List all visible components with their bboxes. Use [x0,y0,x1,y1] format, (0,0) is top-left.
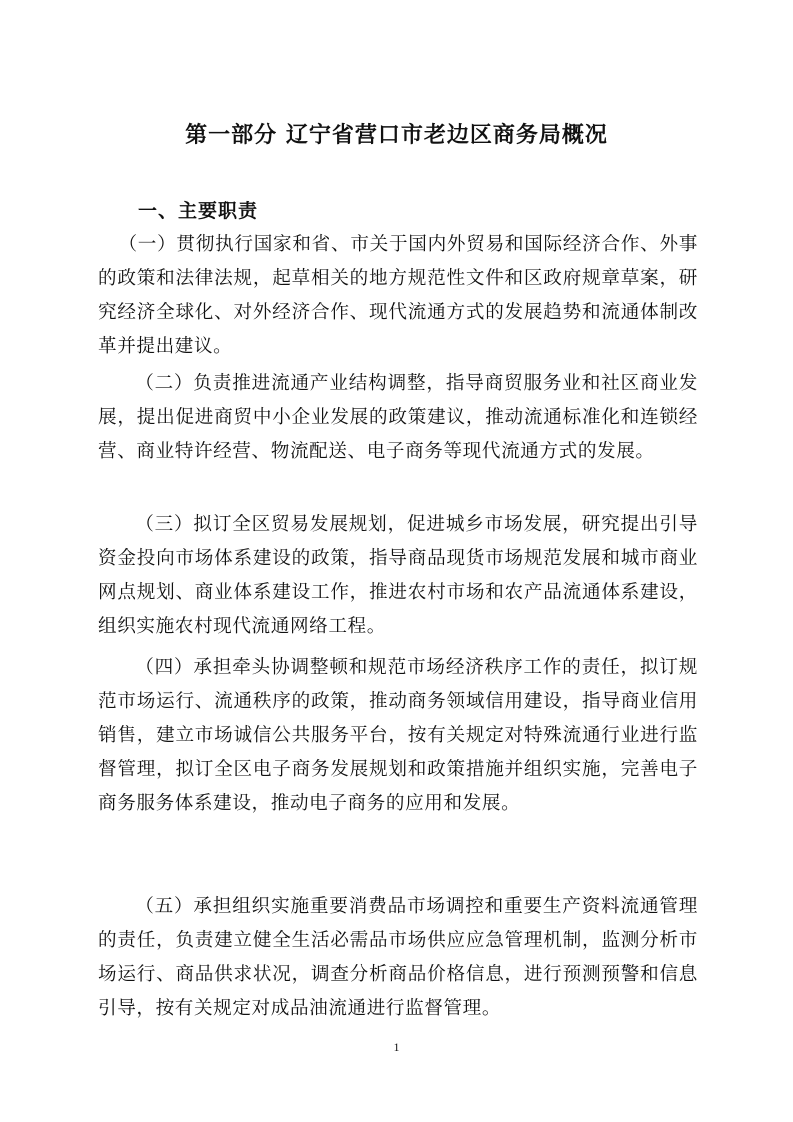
paragraph-duty-4: （四）承担牵头协调整顿和规范市场经济秩序工作的责任，拟订规范市场运行、流通秩序的政策，推动商务领域信用建设，指导商业信用销售，建立市场诚信公共服务平台，按有关规定对特殊流通行业进行监督管理，拟订全区电子商务发展规划和政策措施并组织实施，完善电子商务服务体系建设，推动电子商务的应用和发展。 [98,657,698,814]
page-number: 1 [393,1040,400,1054]
section-heading: 一、主要职责 [138,200,259,222]
paragraph-duty-2: （二）负责推进流通产业结构调整，指导商贸服务业和社区商业发展，提出促进商贸中小企业发展的政策建议，推动流通标准化和连锁经营、商业特许经营、物流配送、电子商务等现代流通方式的发展。 [98,373,698,462]
paragraph-duty-3: （三）拟订全区贸易发展规划，促进城乡市场发展，研究提出引导资金投向市场体系建设的政策，指导商品现货市场规范发展和城市商业网点规划、商业体系建设工作，推进农村市场和农产品流通体系建设，组织实施农村现代流通网络工程。 [98,514,698,637]
paragraph-duty-5: （五）承担组织实施重要消费品市场调控和重要生产资料流通管理的责任，负责建立健全生活必需品市场供应应急管理机制，监测分析市场运行、商品供求状况，调查分析商品价格信息，进行预测预警和信息引导，按有关规定对成品油流通进行监督管理。 [98,896,698,1019]
page-title: 第一部分 辽宁省营口市老边区商务局概况 [185,123,608,148]
paragraph-duty-1: （一）贯彻执行国家和省、市关于国内外贸易和国际经济合作、外事的政策和法律法规，起草相关的地方规范性文件和区政府规章草案，研究经济全球化、对外经济合作、现代流通方式的发展趋势和流通体制改革并提出建议。 [98,234,698,357]
